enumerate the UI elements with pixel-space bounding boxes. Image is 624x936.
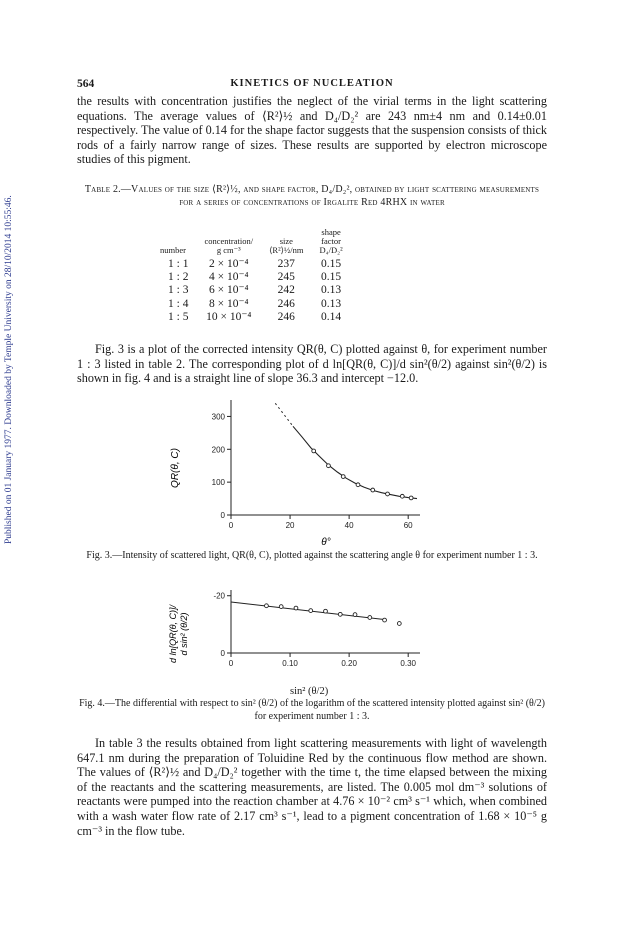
fig4-data-point xyxy=(309,609,313,613)
page-header xyxy=(77,78,547,92)
fig4-ylabel-line2: d sin² (θ/2) xyxy=(179,612,189,656)
header-concentration-line2: g cm⁻³ xyxy=(216,245,241,255)
cell-number: 1 : 4 xyxy=(168,297,189,310)
header-shape-line2: factor xyxy=(321,236,341,246)
header-concentration-line1: concentration/ xyxy=(204,236,254,246)
header-size xyxy=(261,228,311,258)
fig4-data-point xyxy=(265,604,269,608)
paragraph-1: the results with concentration justifies the neglect of the virial terms in the light scattering equations. The average values of ⟨R²⟩½ and D₄/D₂² are 243 nm±4 nm and 0.14±0.01 respectively. The value of 0.14 for the shape factor suggests that the suspension consists of thick rods of a fairly narrow range of sizes. These results are supported by electron microscope studies of this pigment. xyxy=(77,94,547,167)
fig4-y-tick-label: -20 xyxy=(213,591,225,601)
cell-shape: 0.15 xyxy=(321,258,342,270)
cell-shape: 0.15 xyxy=(321,271,342,284)
download-notice: Published on 01 January 1977. Downloaded by Temple University on 28/10/2014 10:55:46. xyxy=(4,195,14,545)
cell-size: 237 xyxy=(277,258,295,270)
fig4-xlabel: sin² (θ/2) xyxy=(290,686,329,697)
table-row xyxy=(160,271,351,284)
running-title: KINETICS OF NUCLEATION xyxy=(230,78,394,89)
cell-shape: 0.13 xyxy=(321,297,342,310)
fig4-data-point xyxy=(279,605,283,609)
fig3-y-tick-label: 0 xyxy=(220,511,225,520)
figure-4-chart xyxy=(160,586,460,686)
header-shape-line1: shape xyxy=(321,227,341,237)
fig4-data-point xyxy=(353,613,357,617)
table-row xyxy=(160,258,351,271)
header-concentration xyxy=(196,228,261,258)
fig3-data-point xyxy=(312,449,316,453)
fig4-data-point xyxy=(324,609,328,613)
fig3-y-tick-label: 200 xyxy=(211,445,225,455)
header-shape-line3: D₄/D₂² xyxy=(319,245,343,255)
figure-4-caption: Fig. 4.—The differential with respect to sin² (θ/2) of the logarithm of the scattered intensity plotted against sin² (θ/2) for experiment number 1 : 3. xyxy=(79,698,545,722)
header-shape xyxy=(312,228,351,258)
table-row xyxy=(160,298,351,311)
table-2-caption: Table 2.—Values of the size ⟨R²⟩½, and shape factor, D₄/D₂², obtained by light scattering measurements for a series of concentrations of Irgalite Red 4RHX in water xyxy=(84,184,540,208)
fig4-data-point xyxy=(294,606,298,610)
cell-concentration: 2 × 10⁻⁴ xyxy=(208,258,249,270)
header-size-line2: ⟨R²⟩½/nm xyxy=(269,245,304,255)
fig3-curve-dashed xyxy=(275,403,293,426)
fig3-data-point xyxy=(356,483,360,487)
fig4-y-tick-label: 0 xyxy=(220,649,225,658)
fig3-y-tick-label: 300 xyxy=(211,412,225,422)
header-size-line1: size xyxy=(279,236,293,246)
table-row xyxy=(160,284,351,297)
fig3-x-tick-label: 40 xyxy=(344,521,354,530)
cell-concentration: 4 × 10⁻⁴ xyxy=(208,271,249,284)
fig3-data-point xyxy=(327,464,331,468)
fig3-x-tick-label: 20 xyxy=(285,521,295,530)
cell-shape: 0.13 xyxy=(321,284,342,297)
figure-3-caption: Fig. 3.—Intensity of scattered light, QR(θ, C), plotted against the scattering angle θ for experiment number 1 : 3. xyxy=(86,550,538,561)
fig3-data-point xyxy=(400,494,404,498)
cell-concentration: 10 × 10⁻⁴ xyxy=(206,310,252,323)
table-2 xyxy=(160,228,351,324)
figure-3-chart xyxy=(160,398,460,548)
fig3-curve xyxy=(293,426,417,498)
fig4-data-point xyxy=(383,618,387,622)
fig4-x-tick-label: 0.20 xyxy=(341,659,357,668)
cell-number: 1 : 3 xyxy=(168,284,189,297)
fig3-data-point xyxy=(371,488,375,492)
fig3-data-point xyxy=(386,492,390,496)
page-number: 564 xyxy=(77,78,95,90)
cell-concentration: 8 × 10⁻⁴ xyxy=(208,297,249,310)
cell-number: 1 : 2 xyxy=(168,271,189,284)
fig3-data-point xyxy=(341,475,345,479)
paragraph-2: Fig. 3 is a plot of the corrected intensity QR(θ, C) plotted against θ, for experiment number 1 : 3 listed in table 2. The corresponding plot of d ln[QR(θ, C)]/d sin²(θ/2) against sin²(θ/2) is shown in fig. 4 and is a straight line of slope 36.3 and intercept −12.0. xyxy=(77,342,547,386)
fig4-x-tick-label: 0.10 xyxy=(282,659,298,668)
cell-shape: 0.14 xyxy=(321,310,342,323)
cell-size: 246 xyxy=(277,297,295,310)
cell-concentration: 6 × 10⁻⁴ xyxy=(208,284,249,297)
fig4-x-tick-label: 0.30 xyxy=(400,659,416,668)
header-number-label: number xyxy=(160,245,186,255)
fig4-data-point xyxy=(338,612,342,616)
table-row xyxy=(160,311,351,324)
fig4-data-point xyxy=(368,616,372,620)
fig4-x-tick-label: 0 xyxy=(228,659,234,668)
fig3-xlabel: θ° xyxy=(321,537,331,548)
header-number xyxy=(160,228,196,258)
cell-number: 1 : 5 xyxy=(168,310,189,323)
fig3-x-tick-label: 0 xyxy=(228,521,234,530)
fig4-data-point xyxy=(397,622,401,626)
fig3-x-tick-label: 60 xyxy=(403,521,413,530)
fig4-ylabel-line1: d ln[QR(θ, C)]/ xyxy=(168,605,178,663)
cell-size: 246 xyxy=(277,310,295,323)
cell-number: 1 : 1 xyxy=(168,258,189,270)
fig4-fit-line xyxy=(231,602,385,619)
fig3-data-point xyxy=(409,496,413,500)
paragraph-3: In table 3 the results obtained from light scattering measurements with light of wavelength 647.1 nm during the preparation of Toluidine Red by the continuous flow method are shown. The values of ⟨R²⟩½ and D₄/D₂² together with the time t, the time elapsed between the mixing of the reactants and the scattering measurements, are listed. The 0.005 mol dm⁻³ solutions of reactants were pumped into the reaction chamber at 4.76 × 10⁻² cm³ s⁻¹ which, when combined with a wash water flow rate of 2.17 cm³ s⁻¹, lead to a pigment concentration of 1.68 × 10⁻⁵ g cm⁻³ in the flow tube. xyxy=(77,736,547,838)
table-header-row xyxy=(160,228,351,258)
fig3-ylabel: QR(θ, C) xyxy=(170,448,181,488)
fig3-y-tick-label: 100 xyxy=(211,478,225,488)
cell-size: 245 xyxy=(277,271,295,284)
cell-size: 242 xyxy=(277,284,295,297)
